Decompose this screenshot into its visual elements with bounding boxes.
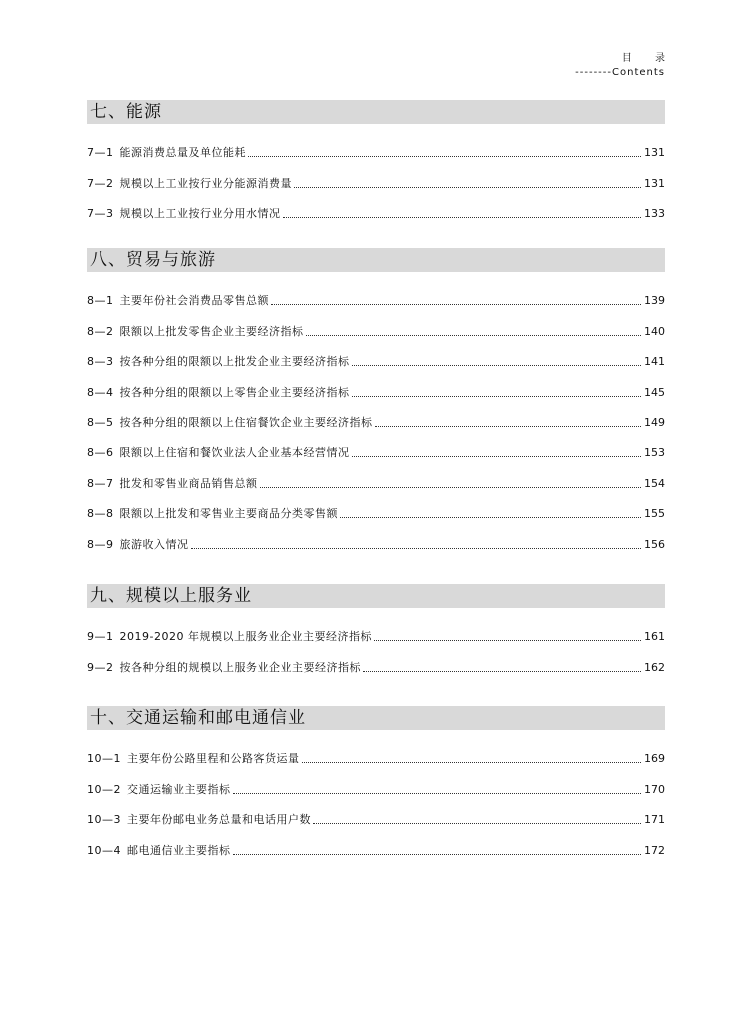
dot-leader: [294, 187, 641, 188]
entry-page: 154: [644, 476, 665, 490]
entry-title: 交通运输业主要指标: [127, 782, 231, 796]
entry-title: 主要年份公路里程和公路客货运量: [127, 752, 300, 766]
toc-entry[interactable]: [87, 308, 665, 338]
toc-entry[interactable]: [87, 460, 665, 490]
entry-number: 9—1: [87, 630, 114, 644]
entry-page: 149: [644, 415, 665, 429]
entry-title: 旅游收入情况: [119, 537, 189, 551]
dot-leader: [191, 548, 642, 549]
toc-entry[interactable]: [87, 614, 665, 644]
entry-title: 邮电通信业主要指标: [127, 843, 231, 857]
dot-leader: [340, 517, 641, 518]
entry-number: 8—7: [87, 476, 114, 490]
toc-entry[interactable]: [87, 191, 665, 221]
entry-page: 131: [644, 176, 665, 190]
page-header: [575, 52, 675, 80]
entry-title: 按各种分组的限额以上零售企业主要经济指标: [119, 385, 350, 399]
section-heading: 九、规模以上服务业: [87, 584, 665, 608]
entry-number: 10—1: [87, 752, 121, 766]
toc-entry[interactable]: [87, 369, 665, 399]
dot-leader: [302, 762, 642, 763]
entry-number: 8—1: [87, 294, 114, 308]
dot-leader: [352, 396, 642, 397]
dot-leader: [233, 793, 642, 794]
entry-title: 规模以上工业按行业分用水情况: [119, 207, 281, 221]
entry-title: 限额以上批发和零售业主要商品分类零售额: [119, 507, 338, 521]
dot-leader: [260, 487, 642, 488]
section-heading: 七、能源: [87, 100, 665, 124]
dot-leader: [352, 365, 642, 366]
entry-page: 139: [644, 294, 665, 308]
dot-leader: [306, 335, 642, 336]
toc-title: 目 录: [621, 53, 675, 64]
entry-page: 145: [644, 385, 665, 399]
toc-section-7: [87, 100, 665, 221]
dot-leader: [363, 671, 641, 672]
entry-page: 141: [644, 355, 665, 369]
entry-page: 153: [644, 446, 665, 460]
toc-entry[interactable]: [87, 797, 665, 827]
entry-page: 171: [644, 813, 665, 827]
entry-number: 10—2: [87, 782, 121, 796]
entry-number: 8—3: [87, 355, 114, 369]
entry-page: 131: [644, 146, 665, 160]
entry-title: 主要年份社会消费品零售总额: [119, 294, 269, 308]
dot-leader: [313, 823, 641, 824]
entry-number: 8—4: [87, 385, 114, 399]
toc-subtitle: --------Contents: [575, 67, 665, 78]
entry-number: 8—8: [87, 507, 114, 521]
entry-title: 2019-2020 年规模以上服务业企业主要经济指标: [119, 630, 372, 644]
entry-title: 限额以上批发零售企业主要经济指标: [119, 324, 304, 338]
dot-leader: [374, 640, 641, 641]
entry-number: 8—5: [87, 415, 114, 429]
toc-section-10: [87, 706, 665, 858]
entry-page: 155: [644, 507, 665, 521]
toc-entry[interactable]: [87, 644, 665, 674]
toc-entry[interactable]: [87, 278, 665, 308]
entry-title: 主要年份邮电业务总量和电话用户数: [127, 813, 311, 827]
dot-leader: [248, 156, 641, 157]
entry-title: 按各种分组的规模以上服务业企业主要经济指标: [119, 660, 361, 674]
dot-leader: [233, 854, 642, 855]
entry-title: 能源消费总量及单位能耗: [119, 146, 246, 160]
entry-page: 161: [644, 630, 665, 644]
toc-entry[interactable]: [87, 430, 665, 460]
entry-page: 170: [644, 782, 665, 796]
entry-title: 规模以上工业按行业分能源消费量: [119, 176, 292, 190]
dot-leader: [283, 217, 642, 218]
entry-number: 8—9: [87, 537, 114, 551]
entry-number: 7—1: [87, 146, 114, 160]
entry-page: 133: [644, 207, 665, 221]
entry-page: 172: [644, 843, 665, 857]
toc-entry[interactable]: [87, 491, 665, 521]
toc-entry[interactable]: [87, 400, 665, 430]
entry-number: 8—2: [87, 324, 114, 338]
entry-page: 169: [644, 752, 665, 766]
entry-title: 批发和零售业商品销售总额: [119, 476, 258, 490]
dot-leader: [352, 456, 642, 457]
entry-title: 按各种分组的限额以上住宿餐饮企业主要经济指标: [119, 415, 373, 429]
toc-section-8: [87, 248, 665, 552]
section-heading: 十、交通运输和邮电通信业: [87, 706, 665, 730]
entry-page: 140: [644, 324, 665, 338]
toc-entry[interactable]: [87, 827, 665, 857]
entry-number: 10—4: [87, 843, 121, 857]
entry-page: 162: [644, 660, 665, 674]
entry-number: 7—2: [87, 176, 114, 190]
entry-page: 156: [644, 537, 665, 551]
dot-leader: [271, 304, 641, 305]
toc-entry[interactable]: [87, 766, 665, 796]
toc-entry[interactable]: [87, 736, 665, 766]
dot-leader: [375, 426, 642, 427]
toc-entry[interactable]: [87, 339, 665, 369]
toc-entry[interactable]: [87, 130, 665, 160]
entry-number: 8—6: [87, 446, 114, 460]
section-heading: 八、贸易与旅游: [87, 248, 665, 272]
toc-entry[interactable]: [87, 521, 665, 551]
toc-section-9: [87, 584, 665, 675]
toc-entry[interactable]: [87, 160, 665, 190]
entry-number: 9—2: [87, 660, 114, 674]
entry-title: 按各种分组的限额以上批发企业主要经济指标: [119, 355, 350, 369]
entry-number: 7—3: [87, 207, 114, 221]
entry-title: 限额以上住宿和餐饮业法人企业基本经营情况: [119, 446, 350, 460]
entry-number: 10—3: [87, 813, 121, 827]
